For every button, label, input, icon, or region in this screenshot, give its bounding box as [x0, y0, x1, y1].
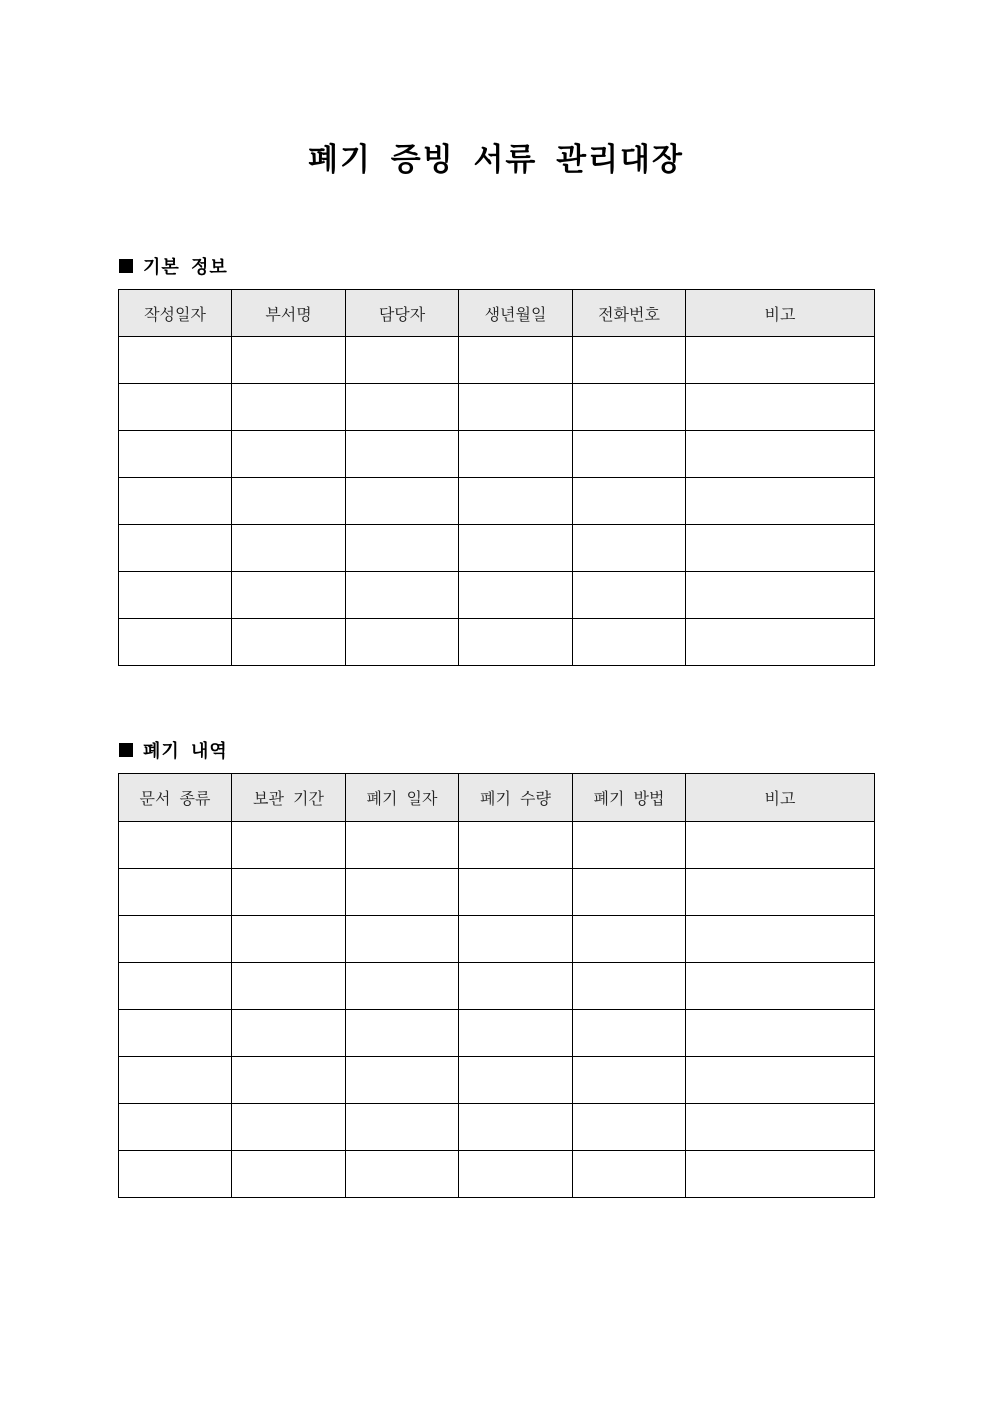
table-cell[interactable]	[459, 572, 573, 619]
table-row	[119, 337, 875, 384]
table-row	[119, 822, 875, 869]
table-row	[119, 384, 875, 431]
table-cell[interactable]	[573, 822, 686, 869]
table-cell[interactable]	[459, 822, 573, 869]
table-cell[interactable]	[119, 384, 232, 431]
table-cell[interactable]	[232, 525, 346, 572]
table-cell[interactable]	[459, 525, 573, 572]
table-cell[interactable]	[119, 478, 232, 525]
table-cell[interactable]	[232, 1104, 346, 1151]
table-cell[interactable]	[573, 869, 686, 916]
table-cell[interactable]	[119, 869, 232, 916]
table-cell[interactable]	[232, 619, 346, 666]
disposal-details-table	[118, 773, 875, 1198]
table-cell[interactable]	[119, 431, 232, 478]
table-cell[interactable]	[686, 384, 875, 431]
column-header: 작성일자	[119, 290, 232, 337]
table-cell[interactable]	[686, 1057, 875, 1104]
table-cell[interactable]	[459, 916, 573, 963]
table-cell[interactable]	[686, 822, 875, 869]
table-cell[interactable]	[686, 963, 875, 1010]
table-row	[119, 431, 875, 478]
table-cell[interactable]	[119, 1057, 232, 1104]
table-cell[interactable]	[119, 916, 232, 963]
table-cell[interactable]	[119, 337, 232, 384]
section-heading-label: 폐기 내역	[143, 741, 228, 762]
table-cell[interactable]	[686, 916, 875, 963]
table-row	[119, 869, 875, 916]
table-cell[interactable]	[686, 619, 875, 666]
table-row	[119, 916, 875, 963]
column-header: 비고	[686, 774, 875, 822]
table-cell[interactable]	[686, 525, 875, 572]
table-row	[119, 525, 875, 572]
column-header: 담당자	[346, 290, 459, 337]
table-cell[interactable]	[459, 1057, 573, 1104]
table-cell[interactable]	[346, 869, 459, 916]
table-cell[interactable]	[232, 384, 346, 431]
table-cell[interactable]	[459, 619, 573, 666]
table-cell[interactable]	[232, 1057, 346, 1104]
table-header-row	[119, 774, 875, 822]
table-cell[interactable]	[346, 572, 459, 619]
table-cell[interactable]	[686, 1010, 875, 1057]
table-cell[interactable]	[686, 431, 875, 478]
table-cell[interactable]	[346, 1010, 459, 1057]
table-cell[interactable]	[346, 1151, 459, 1198]
column-header: 비고	[686, 290, 875, 337]
table-cell[interactable]	[573, 619, 686, 666]
table-cell[interactable]	[459, 1104, 573, 1151]
table-cell[interactable]	[459, 1010, 573, 1057]
table-cell[interactable]	[459, 431, 573, 478]
table-cell[interactable]	[573, 963, 686, 1010]
table-cell[interactable]	[232, 1151, 346, 1198]
table-row	[119, 572, 875, 619]
table-cell[interactable]	[232, 337, 346, 384]
table-row	[119, 619, 875, 666]
table-cell[interactable]	[119, 1104, 232, 1151]
table-cell[interactable]	[119, 963, 232, 1010]
table-cell[interactable]	[232, 1010, 346, 1057]
table-cell[interactable]	[119, 1151, 232, 1198]
column-header: 전화번호	[573, 290, 686, 337]
table-cell[interactable]	[346, 478, 459, 525]
black-square-icon	[119, 743, 133, 757]
table-cell[interactable]	[459, 869, 573, 916]
table-cell[interactable]	[686, 1104, 875, 1151]
column-header: 생년월일	[459, 290, 573, 337]
table-cell[interactable]	[686, 572, 875, 619]
table-cell[interactable]	[232, 822, 346, 869]
table-row	[119, 1151, 875, 1198]
table-cell[interactable]	[573, 1010, 686, 1057]
table-cell[interactable]	[573, 1057, 686, 1104]
table-cell[interactable]	[119, 619, 232, 666]
table-cell[interactable]	[232, 916, 346, 963]
table-cell[interactable]	[573, 1151, 686, 1198]
table-cell[interactable]	[459, 478, 573, 525]
table-cell[interactable]	[459, 1151, 573, 1198]
table-row	[119, 1104, 875, 1151]
column-header: 폐기 수량	[459, 774, 573, 822]
table-cell[interactable]	[346, 916, 459, 963]
column-header: 문서 종류	[119, 774, 232, 822]
table-cell[interactable]	[686, 1151, 875, 1198]
table-cell[interactable]	[573, 431, 686, 478]
table-cell[interactable]	[346, 963, 459, 1010]
table-cell[interactable]	[573, 384, 686, 431]
column-header: 폐기 방법	[573, 774, 686, 822]
table-cell[interactable]	[232, 869, 346, 916]
table-row	[119, 963, 875, 1010]
table-cell[interactable]	[232, 431, 346, 478]
column-header: 부서명	[232, 290, 346, 337]
table-cell[interactable]	[573, 1104, 686, 1151]
table-header-row	[119, 290, 875, 337]
table-cell[interactable]	[459, 337, 573, 384]
section-heading-basic-info	[119, 253, 228, 279]
table-cell[interactable]	[573, 916, 686, 963]
table-cell[interactable]	[346, 619, 459, 666]
column-header: 폐기 일자	[346, 774, 459, 822]
table-cell[interactable]	[232, 478, 346, 525]
table-cell[interactable]	[346, 525, 459, 572]
document-title: 폐기 증빙 서류 관리대장	[308, 142, 684, 178]
table-cell[interactable]	[119, 1010, 232, 1057]
table-cell[interactable]	[346, 337, 459, 384]
table-cell[interactable]	[346, 431, 459, 478]
table-cell[interactable]	[119, 525, 232, 572]
table-cell[interactable]	[459, 963, 573, 1010]
black-square-icon	[119, 259, 133, 273]
section-heading-label: 기본 정보	[143, 257, 228, 278]
table-cell[interactable]	[119, 572, 232, 619]
basic-info-table	[118, 289, 875, 666]
table-cell[interactable]	[686, 337, 875, 384]
column-header: 보관 기간	[232, 774, 346, 822]
table-cell[interactable]	[346, 1104, 459, 1151]
table-cell[interactable]	[459, 384, 573, 431]
table-cell[interactable]	[346, 384, 459, 431]
table-cell[interactable]	[346, 822, 459, 869]
table-cell[interactable]	[686, 478, 875, 525]
table-cell[interactable]	[573, 572, 686, 619]
table-row	[119, 478, 875, 525]
table-cell[interactable]	[119, 822, 232, 869]
table-row	[119, 1010, 875, 1057]
table-cell[interactable]	[232, 572, 346, 619]
table-cell[interactable]	[232, 963, 346, 1010]
table-cell[interactable]	[573, 478, 686, 525]
section-heading-disposal-details	[119, 737, 228, 763]
table-cell[interactable]	[573, 337, 686, 384]
table-row	[119, 1057, 875, 1104]
table-cell[interactable]	[686, 869, 875, 916]
table-cell[interactable]	[573, 525, 686, 572]
table-cell[interactable]	[346, 1057, 459, 1104]
